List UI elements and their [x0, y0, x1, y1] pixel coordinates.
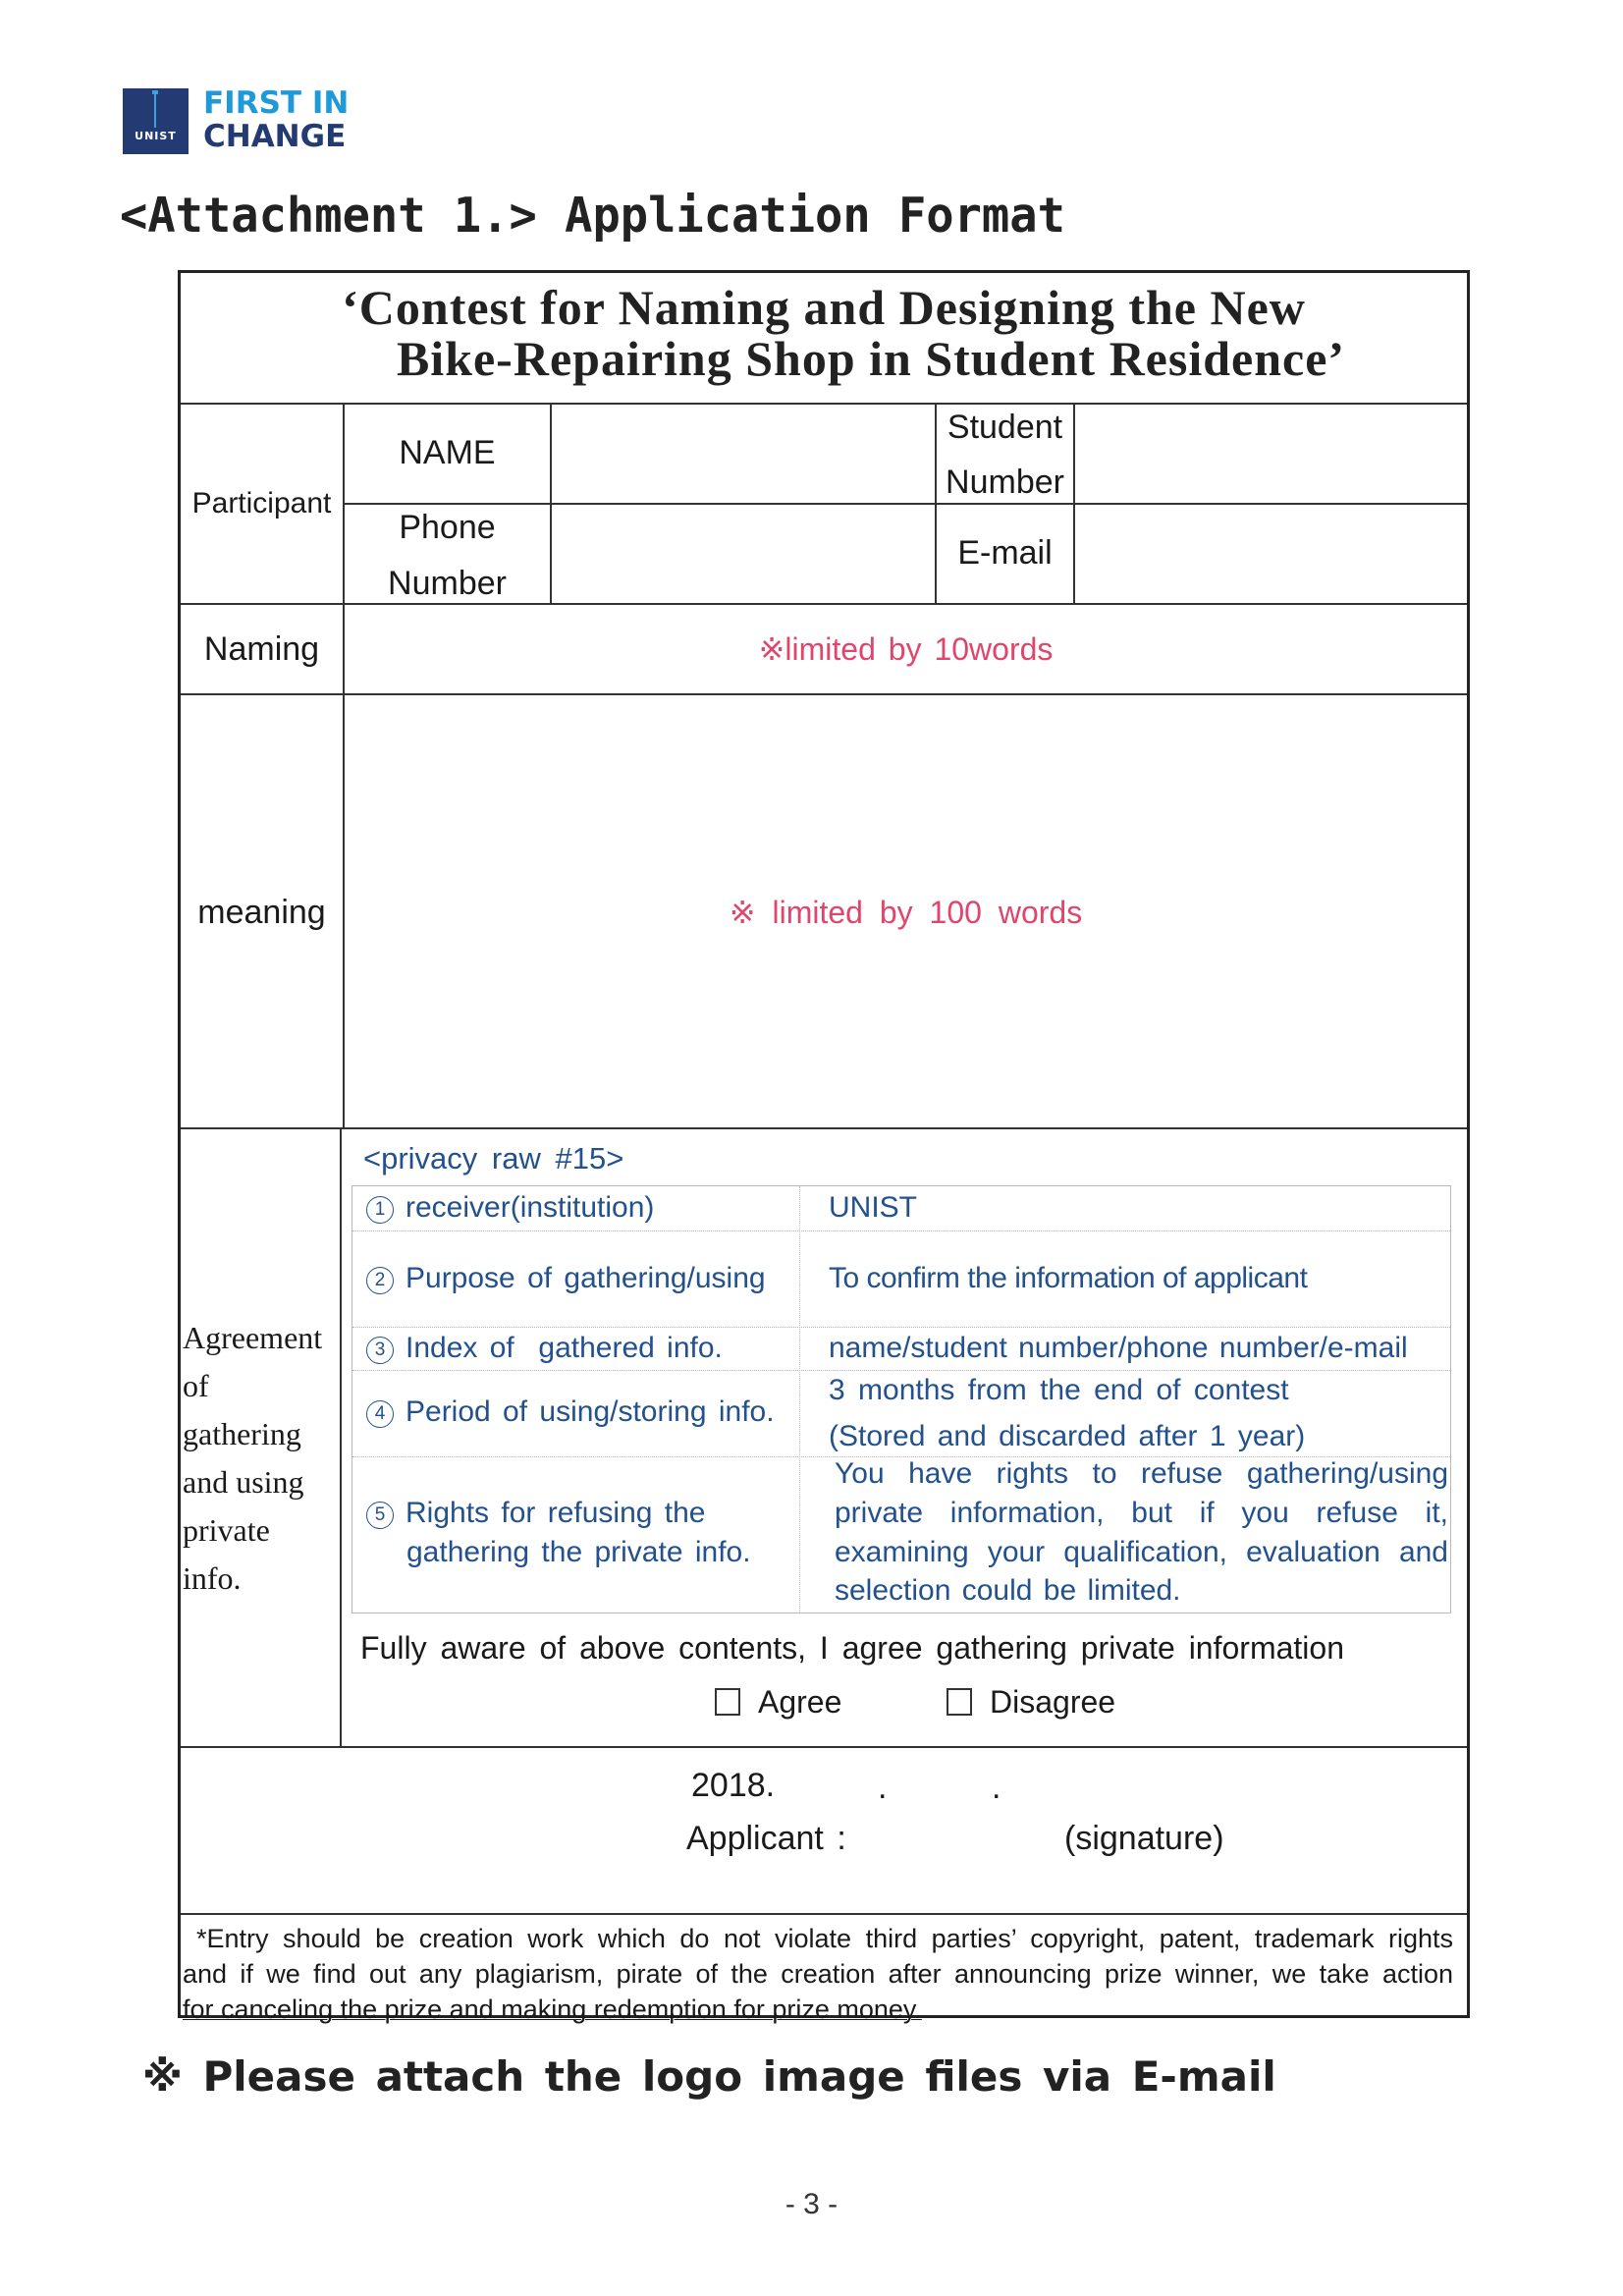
logo-bar: [154, 92, 156, 128]
privacy-row-3-detail: name/student number/phone number/e-mail: [829, 1332, 1408, 1364]
applicant-name-field[interactable]: [789, 1813, 1045, 1862]
agreement-label-line: of: [183, 1368, 209, 1403]
circled-number-3-icon: 3: [366, 1337, 394, 1364]
agreement-label-line: private: [183, 1512, 270, 1548]
date-year: 2018.: [691, 1767, 776, 1804]
divider: [352, 1327, 1450, 1328]
naming-label: Naming: [203, 630, 320, 668]
privacy-row-4-detail-line: (Stored and discarded after 1 year): [829, 1420, 1306, 1452]
naming-hint: ※limited by 10words: [758, 631, 1054, 667]
circled-number-5-icon: 5: [366, 1502, 394, 1529]
privacy-row-5-detail-line: You have rights to refuse gathering/using: [835, 1457, 1448, 1490]
privacy-title: <privacy raw #15>: [363, 1141, 624, 1175]
privacy-row-2-detail: To confirm the information of applicant: [829, 1262, 1308, 1294]
privacy-row-3-item: 3 Index of gathered info.: [366, 1329, 723, 1368]
name-label: NAME: [399, 434, 496, 471]
divider: [352, 1230, 1450, 1231]
student-number-field[interactable]: [1077, 407, 1466, 501]
divider: [181, 1913, 1467, 1915]
meaning-label: meaning: [197, 894, 326, 931]
agree-label: Agree: [758, 1684, 842, 1720]
divider: [181, 403, 1467, 405]
phone-label-line2: Number: [388, 565, 507, 602]
privacy-row-5-item-line: gathering the private info.: [406, 1536, 751, 1568]
divider: [799, 1186, 800, 1613]
divider: [343, 503, 1467, 505]
form-heading-line2: Bike-Repairing Shop in Student Residence’: [396, 331, 1346, 386]
naming-field[interactable]: [347, 607, 1465, 691]
name-field[interactable]: [554, 407, 933, 501]
privacy-row-4-item: 4 Period of using/storing info.: [366, 1393, 775, 1432]
email-label: E-mail: [957, 534, 1053, 572]
page-number: - 3 -: [784, 2188, 839, 2220]
divider: [181, 693, 1467, 695]
meaning-field[interactable]: [347, 697, 1465, 1125]
privacy-row-1-item: 1 receiver(institution): [366, 1188, 654, 1228]
student-number-label-line2: Number: [946, 464, 1064, 501]
phone-number-field[interactable]: [554, 507, 933, 601]
privacy-row-5-detail-line: private information, but if you refuse it,: [835, 1497, 1448, 1529]
footnote: [183, 1921, 1453, 2027]
logo-wordmark: UNIST: [135, 130, 177, 142]
student-number-label-line1: Student: [947, 409, 1063, 446]
applicant-label: Applicant :: [686, 1820, 846, 1857]
privacy-table: [352, 1185, 1451, 1613]
privacy-row-5-detail-line: examining your qualification, evaluation and: [835, 1536, 1448, 1568]
agreement-label-line: gathering: [183, 1416, 301, 1451]
privacy-row-5-item-line: 5 Rights for refusing the: [366, 1494, 705, 1533]
date-day-separator: .: [992, 1769, 1001, 1806]
agree-checkbox[interactable]: [715, 1688, 740, 1716]
logo-slogan-line2: CHANGE: [203, 119, 347, 154]
participant-label: Participant: [191, 487, 332, 519]
privacy-row-2-item: 2 Purpose of gathering/using: [366, 1259, 766, 1298]
divider: [1073, 403, 1075, 603]
divider: [340, 1127, 342, 1746]
circled-number-2-icon: 2: [366, 1267, 394, 1294]
date-month-separator: .: [878, 1769, 888, 1806]
meaning-hint: ※ limited by 100 words: [729, 895, 1083, 930]
document-title: <Attachment 1.> Application Format: [120, 188, 1065, 244]
form-heading-line1: ‘Contest for Naming and Designing the New: [342, 280, 1306, 335]
application-form: [178, 270, 1470, 2024]
circled-number-4-icon: 4: [366, 1400, 394, 1428]
footnote-line: *Entry should be creation work which do not violate third parties’ copyright, patent, trademark rights: [196, 1924, 1453, 1953]
agreement-label-line: Agreement: [183, 1320, 323, 1355]
disagree-option[interactable]: [947, 1682, 1115, 1722]
privacy-row-1-detail: UNIST: [829, 1191, 917, 1224]
footnote-line: for canceling the prize and making redemption for prize money.: [183, 1995, 922, 2024]
divider: [181, 1746, 1467, 1748]
divider: [181, 603, 1467, 605]
disagree-label: Disagree: [990, 1684, 1116, 1720]
agreement-label-line: and using: [183, 1464, 304, 1500]
email-field[interactable]: [1077, 507, 1466, 601]
divider: [550, 403, 552, 603]
footnote-line: and if we find out any plagiarism, pirate of the creation after announcing prize winner, we take action: [183, 1959, 1453, 1989]
agreement-label-line: info.: [183, 1560, 242, 1596]
divider: [181, 1127, 1467, 1129]
logo-slogan-line1: FIRST IN: [203, 85, 350, 121]
circled-number-1-icon: 1: [366, 1196, 394, 1224]
unist-logo: [123, 88, 189, 154]
disagree-checkbox[interactable]: [947, 1688, 972, 1716]
consent-text: Fully aware of above contents, I agree gathering private information: [360, 1630, 1344, 1666]
privacy-row-5-detail-line: selection could be limited.: [835, 1574, 1181, 1607]
signature-label: (signature): [1064, 1820, 1224, 1857]
privacy-row-4-detail-line: 3 months from the end of contest: [829, 1374, 1289, 1406]
attach-logo-notice: ※ Please attach the logo image files via E-mail: [142, 2052, 1276, 2101]
phone-label-line1: Phone: [399, 509, 496, 546]
agree-option[interactable]: [715, 1682, 841, 1722]
